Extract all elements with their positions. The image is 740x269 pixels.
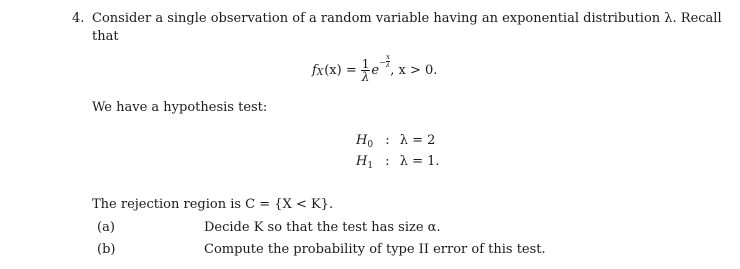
- part-b-label: (b): [97, 242, 116, 257]
- pdf-exp-fraction: [386, 54, 390, 69]
- problem-number: 4.: [72, 11, 85, 26]
- hypothesis-statement: λ = 2: [399, 133, 436, 148]
- rejection-region: The rejection region is C = {X < K}.: [92, 197, 334, 212]
- pdf-exp-den: λ: [385, 60, 391, 69]
- pdf-sub: X: [316, 67, 324, 78]
- part-a-label: (a): [97, 220, 115, 235]
- pdf-frac-den: λ: [361, 69, 370, 84]
- hypothesis-alt: [356, 154, 440, 171]
- hypothesis-sub: 0: [367, 140, 374, 150]
- pdf-exp-num: x: [386, 52, 390, 61]
- hypothesis-sep: :: [385, 133, 390, 148]
- hypothesis-statement: λ = 1.: [399, 154, 440, 169]
- pdf-tail: , x > 0.: [390, 62, 438, 78]
- pdf-arg: (x) =: [324, 62, 357, 78]
- pdf-frac-num: 1: [361, 56, 370, 71]
- pdf-f: f: [312, 62, 317, 78]
- pdf-fraction: [361, 58, 371, 83]
- hypothesis-intro: We have a hypothesis test:: [92, 100, 268, 115]
- pdf-exp-base: e: [371, 62, 380, 78]
- part-a-text: Decide K so that the test has size α.: [204, 220, 441, 235]
- problem-intro-line1: Consider a single observation of a random variable having an exponential distribution λ. Recall: [92, 11, 722, 26]
- hypothesis-sub: 1: [367, 161, 374, 171]
- problem-intro-line2: that: [92, 29, 119, 44]
- hypothesis-name: H: [356, 154, 368, 169]
- pdf-formula: [312, 52, 437, 88]
- pdf-exp-sign: −: [379, 58, 386, 67]
- part-b-text: Compute the probability of type II error of this test.: [204, 242, 546, 257]
- hypothesis-sep: :: [385, 154, 390, 169]
- hypothesis-name: H: [356, 133, 368, 148]
- hypothesis-null: [356, 133, 436, 150]
